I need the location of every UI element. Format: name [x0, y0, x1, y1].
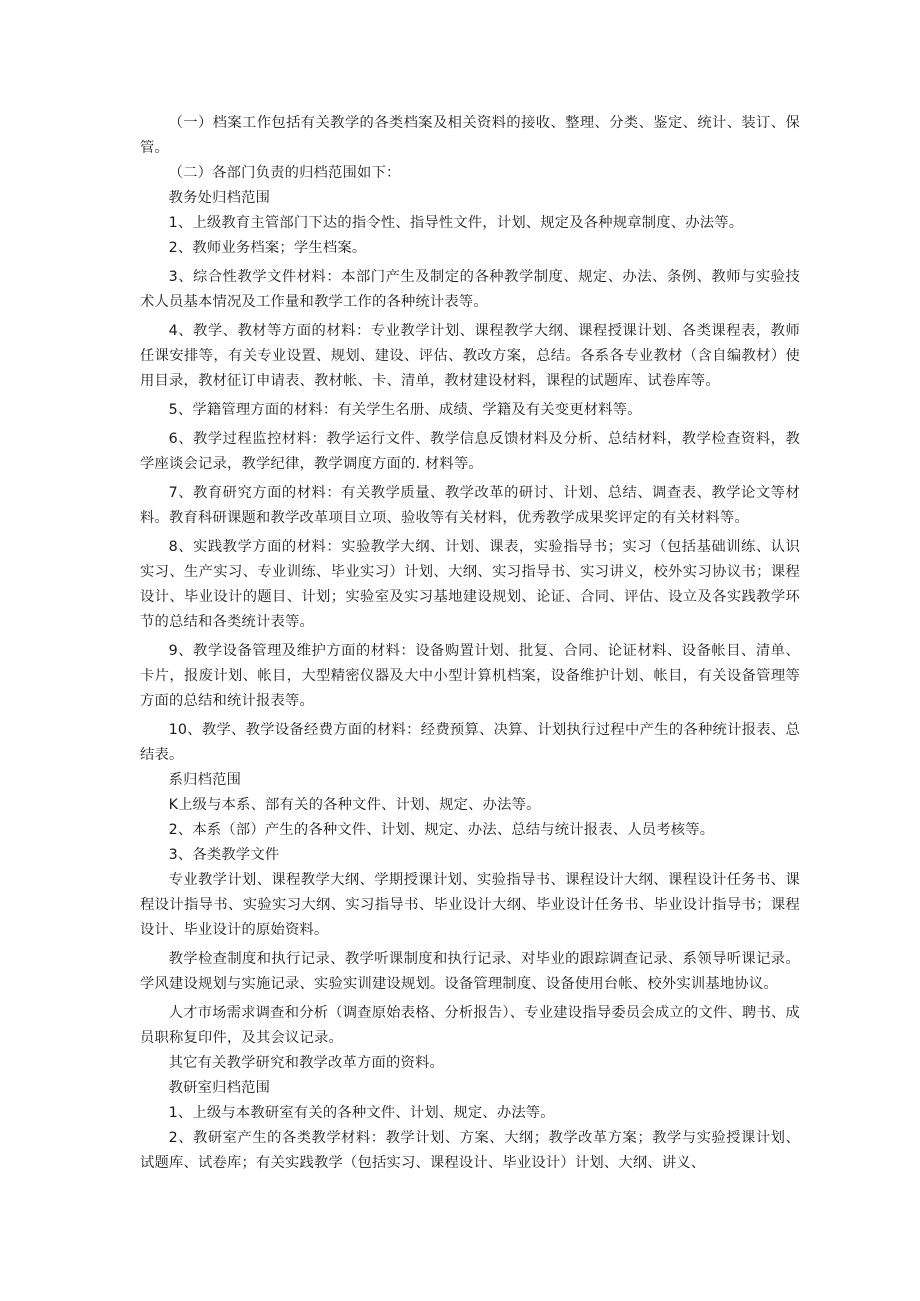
list-item: 2、教师业务档案；学生档案。	[168, 240, 367, 256]
paragraph-teaching-docs: 专业教学计划、课程教学大纲、学期授课计划、实验指导书、课程设计大纲、课程设计任务书、课程设计指导书、实验实习大纲、实习指导书、毕业设计大纲、毕业设计任务书、毕业设计指导书；课程设计、毕业设计的原始资料。	[140, 872, 800, 938]
heading-teaching-office: 教研室归档范围	[168, 1080, 271, 1096]
heading-department: 系归档范围	[168, 772, 242, 788]
list-item: 9、教学设备管理及维护方面的材料：设备购置计划、批复、合同、论证材料、设备帐目、清单、卡片，报废计划、帐目，大型精密仪器及大中小型计算机档案，设备维护计划、帐目，有关设备管理等方面的总结和统计报表等。	[140, 643, 800, 709]
list-item: 3、各类教学文件	[168, 847, 280, 863]
list-item: 6、教学过程监控材料：教学运行文件、教学信息反馈材料及分析、总结材料，教学检查资料，教学座谈会记录，教学纪律，教学调度方面的. 材料等。	[140, 431, 800, 472]
list-item: 8、实践教学方面的材料：实验教学大纲、计划、课表，实验指导书；实习（包括基础训练、认识实习、生产实习、专业训练、毕业实习）计划、大纲、实习指导书、实习讲义，校外实习协议书；课程设计、毕业设计的题目、计划；实验室及实习基地建设规划、论证、合同、评估、设立及各实践教学环节的总结和各类统计表等。	[140, 539, 800, 630]
list-item: 4、教学、教材等方面的材料：专业教学计划、课程教学大纲、课程授课计划、各类课程表，教师任课安排等，有关专业设置、规划、建设、评估、教改方案，总结。各系各专业教材（含自编教材）使用目录，教材征订申请表、教材帐、卡、清单，教材建设材料，课程的试题库、试卷库等。	[140, 323, 800, 389]
list-item: 7、教育研究方面的材料：有关教学质量、教学改革的研讨、计划、总结、调查表、教学论文等材料。教育科研课题和教学改革项目立项、验收等有关材料，优秀教学成果奖评定的有关材料等。	[140, 485, 800, 526]
list-item: 5、学籍管理方面的材料：有关学生名册、成绩、学籍及有关变更材料等。	[168, 402, 642, 418]
paragraph-archive-scope: （一）档案工作包括有关教学的各类档案及相关资料的接收、整理、分类、鉴定、统计、装订、保管。	[140, 115, 800, 156]
list-item: 1、上级与本教研室有关的各种文件、计划、规定、办法等。	[168, 1105, 555, 1121]
paragraph-dept-scope-intro: （二）各部门负责的归档范围如下：	[168, 165, 401, 181]
document-page	[140, 111, 800, 1176]
paragraph-other-research: 其它有关教学研究和教学改革方面的资料。	[168, 1055, 445, 1071]
list-item: 2、本系（部）产生的各种文件、计划、规定、办法、总结与统计报表、人员考核等。	[168, 822, 715, 838]
heading-academic-affairs: 教务处归档范围	[168, 190, 271, 206]
paragraph-teaching-inspection: 教学检查制度和执行记录、教学听课制度和执行记录、对毕业的跟踪调查记录、系领导听课记录。学风建设规划与实施记录、实验实训建设规划。设备管理制度、设备使用台帐、校外实训基地协议。	[140, 951, 800, 992]
list-item: 2、教研室产生的各类教学材料：教学计划、方案、大纲；教学改革方案；教学与实验授课计划、试题库、试卷库；有关实践教学（包括实习、课程设计、毕业设计）计划、大纲、讲义、	[140, 1130, 800, 1171]
paragraph-talent-market: 人才市场需求调查和分析（调查原始表格、分析报告）、专业建设指导委员会成立的文件、聘书、成员职称复印件，及其会议记录。	[140, 1005, 800, 1046]
list-item: 10、教学、教学设备经费方面的材料：经费预算、决算、计划执行过程中产生的各种统计报表、总结表。	[140, 722, 800, 763]
list-item: K上级与本系、部有关的各种文件、计划、规定、办法等。	[168, 797, 541, 813]
list-item: 3、综合性教学文件材料：本部门产生及制定的各种教学制度、规定、办法、条例、教师与实验技术人员基本情况及工作量和教学工作的各种统计表等。	[140, 269, 800, 310]
list-item: 1、上级教育主管部门下达的指令性、指导性文件，计划、规定及各种规章制度、办法等。	[168, 215, 744, 231]
